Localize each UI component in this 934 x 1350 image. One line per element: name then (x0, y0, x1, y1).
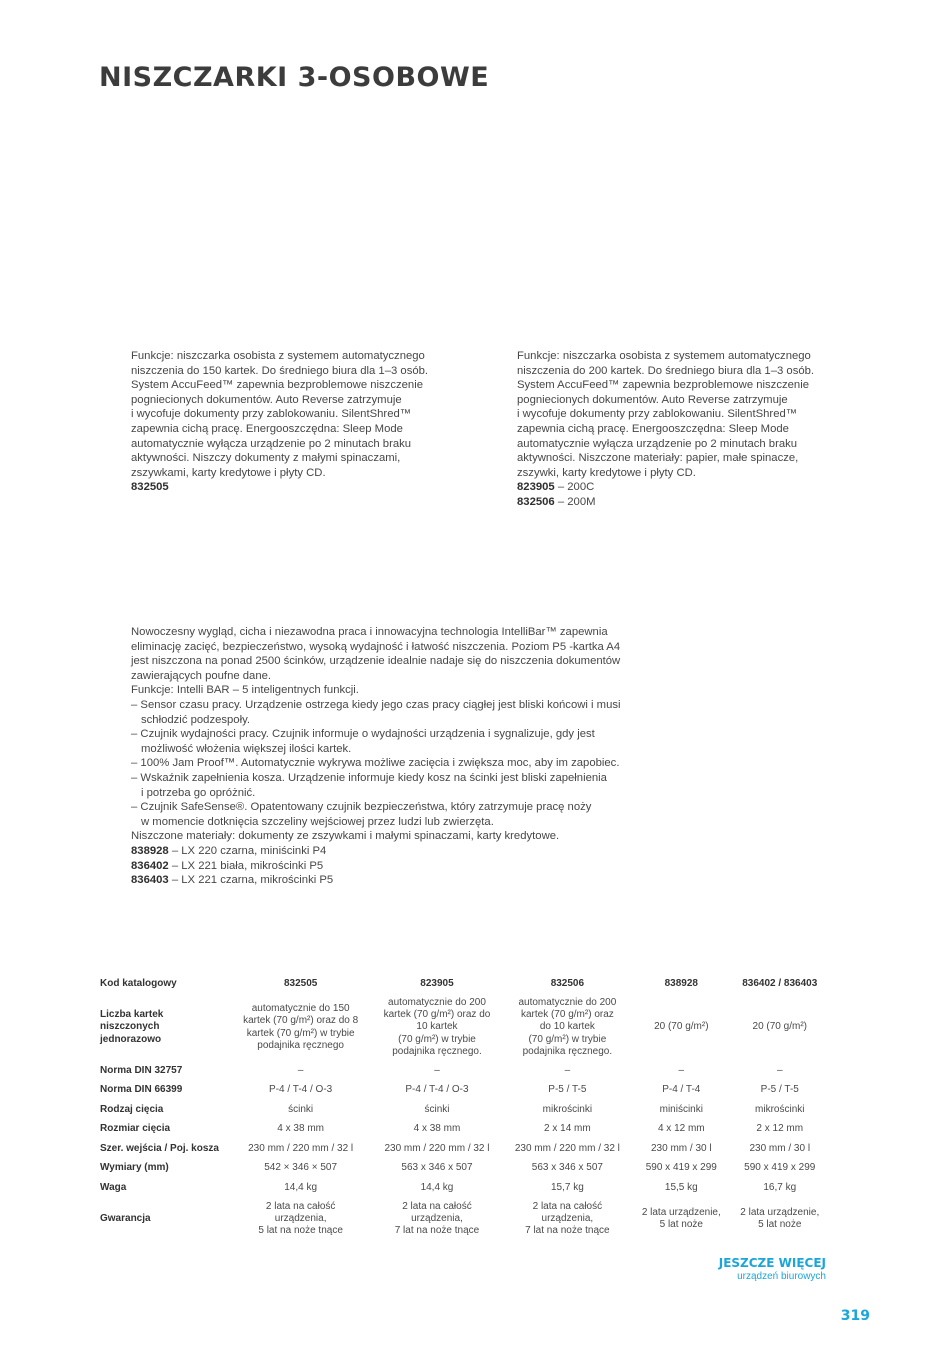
product-code-number: 836403 (131, 874, 169, 887)
desc-line: automatycznie wyłącza urządzenie po 2 minutach braku (517, 437, 798, 450)
spec-cell-line: automatycznie do 200 (518, 997, 617, 1008)
spec-cell-line: 16,7 kg (763, 1181, 797, 1193)
desc-line: pogniecionych dokumentów. Auto Reverse zatrzymuje (131, 393, 402, 406)
more-devices-link[interactable] (719, 1256, 826, 1282)
spec-cell (230, 994, 371, 1061)
spec-cell (632, 1198, 730, 1241)
spec-cell-line: kartek (70 g/m²) w trybie (246, 1027, 355, 1039)
spec-cell (371, 1159, 502, 1179)
spec-cell (632, 994, 730, 1061)
spec-row (97, 1061, 829, 1081)
spec-cell (731, 1081, 829, 1101)
spec-cell (503, 1100, 632, 1120)
spec-cell-line: 2 lata na całość (532, 1200, 603, 1212)
spec-cell (230, 1198, 371, 1241)
spec-cell-line: 10 kartek (416, 1021, 458, 1033)
spec-cell (230, 1081, 371, 1101)
spec-cell-line: 14,4 kg (284, 1181, 318, 1193)
spec-cell-line: 230 mm / 220 mm / 32 l (384, 1142, 490, 1154)
spec-label-line: Gwarancja (100, 1212, 151, 1224)
spec-cell (371, 1120, 502, 1140)
spec-row-label (97, 1061, 230, 1081)
product-code (517, 480, 837, 495)
spec-row-label (97, 1120, 230, 1140)
spec-cell (632, 1120, 730, 1140)
spec-cell (371, 1178, 502, 1198)
spec-cell (632, 1100, 730, 1120)
spec-cell-line: 4 x 38 mm (413, 1123, 461, 1135)
spec-table-body (97, 994, 829, 1240)
spec-cell-line: mikrościnki (755, 1103, 805, 1115)
spec-label-line: Norma DIN 66399 (100, 1084, 183, 1096)
product-code-desc: – 200M (554, 495, 596, 508)
desc-line: aktywności. Niszczone materiały: papier, małe spinacze, (517, 452, 799, 465)
feature-line-cont: i potrzeba go opróżnić. (141, 786, 256, 799)
product-code-number: 832505 (131, 481, 169, 494)
product-code-number: 838928 (131, 844, 169, 857)
spec-cell (731, 1198, 829, 1241)
spec-cell (503, 1061, 632, 1081)
spec-cell (503, 1178, 632, 1198)
feature-line: – Wskaźnik zapełnienia kosza. Urządzenie informuje kiedy kosz na ścinki jest bliski zapełnienia (131, 771, 607, 784)
spec-cell-line: P-5 / T-5 (760, 1084, 799, 1096)
spec-cell-line: ścinki (424, 1103, 450, 1115)
spec-row-label (97, 1159, 230, 1179)
spec-table-header (97, 974, 829, 994)
spec-cell (503, 994, 632, 1061)
spec-cell (230, 1139, 371, 1159)
spec-header-cell: 838928 (664, 977, 698, 989)
desc-line: zszywkami, karty kredytowe i płyty CD. (131, 466, 326, 479)
feature-line: – Czujnik wydajności pracy. Czujnik informuje o wydajności urządzenia i sygnalizuje, gdy jest (131, 728, 595, 741)
spec-cell-line: urządzenia, (541, 1212, 594, 1224)
product-description-lx (131, 625, 651, 888)
product-code-desc: – LX 220 czarna, miniścinki P4 (168, 844, 327, 857)
page-title: NISZCZARKI 3-OSOBOWE (99, 62, 490, 93)
more-subtitle: urządzeń biurowych (737, 1271, 826, 1282)
spec-cell (503, 1081, 632, 1101)
feature-line: – Sensor czasu pracy. Urządzenie ostrzega kiedy jego czas pracy ciągłej jest bliski końcowi i musi (131, 698, 621, 711)
spec-cell (371, 1139, 502, 1159)
more-title: JESZCZE WIĘCEJ (718, 1256, 826, 1270)
spec-cell (632, 1061, 730, 1081)
desc-line: zawierających poufne dane. (131, 669, 272, 682)
spec-cell (230, 1178, 371, 1198)
spec-cell-line: 590 x 419 x 299 (744, 1162, 816, 1174)
spec-cell-line: urządzenia, (274, 1212, 327, 1224)
spec-cell (371, 1198, 502, 1241)
product-code-number: 836402 (131, 859, 169, 872)
page-number: 319 (840, 1308, 870, 1324)
spec-row (97, 1120, 829, 1140)
spec-cell-line: (70 g/m²) w trybie (528, 1033, 607, 1045)
spec-cell (371, 1061, 502, 1081)
spec-cell (632, 1139, 730, 1159)
spec-cell-line: 5 lat na noże tnące (258, 1224, 343, 1236)
product-code (131, 873, 651, 888)
spec-cell-line: podajnika ręcznego (257, 1039, 344, 1051)
spec-cell-line: ścinki (288, 1103, 314, 1115)
spec-cell-line: 230 mm / 220 mm / 32 l (248, 1142, 354, 1154)
spec-cell-line: 15,7 kg (550, 1181, 584, 1193)
spec-label-line: Liczba kartek (100, 1009, 164, 1021)
spec-cell (731, 1061, 829, 1081)
spec-cell-line: P-5 / T-5 (548, 1084, 587, 1096)
spec-cell-line: 5 lat noże (659, 1218, 703, 1230)
spec-cell (632, 1159, 730, 1179)
spec-cell-line: – (297, 1064, 304, 1076)
feature-line-cont: możliwość włożenia większej ilości kartek. (141, 742, 352, 755)
desc-line: Funkcje: niszczarka osobista z systemem automatycznego (517, 350, 811, 362)
spec-cell (731, 1139, 829, 1159)
spec-row-label (97, 1178, 230, 1198)
spec-row (97, 1081, 829, 1101)
spec-row-label (97, 994, 230, 1061)
spec-cell-line: automatycznie do 200 (388, 997, 486, 1008)
spec-cell (230, 1061, 371, 1081)
desc-line: niszczenia do 150 kartek. Do średniego biura dla 1–3 osób. (131, 364, 429, 377)
spec-cell-line: 7 lat na noże tnące (525, 1224, 610, 1236)
spec-cell (503, 1159, 632, 1179)
desc-line: Funkcje: niszczarka osobista z systemem automatycznego (131, 350, 425, 362)
spec-cell-line: P-4 / T-4 / O-3 (269, 1084, 333, 1096)
spec-cell (503, 1139, 632, 1159)
spec-cell (371, 1081, 502, 1101)
spec-cell (731, 1178, 829, 1198)
spec-row-label (97, 1100, 230, 1120)
spec-header-cell: 832505 (283, 977, 318, 989)
desc-line: System AccuFeed™ zapewnia bezproblemowe niszczenie (517, 379, 809, 392)
spec-cell-line: 14,4 kg (420, 1181, 454, 1193)
spec-cell-line: automatycznie do 150 (251, 1003, 350, 1015)
spec-label-line: jednorazowo (100, 1033, 162, 1045)
feature-line: – Czujnik SafeSense®. Opatentowany czujnik bezpieczeństwa, który zatrzymuje pracę noży (131, 801, 592, 814)
spec-cell (731, 994, 829, 1061)
spec-row (97, 1100, 829, 1120)
spec-cell-line: 2 x 12 mm (756, 1123, 804, 1135)
spec-row (97, 994, 829, 1061)
product-code-desc: – 200C (554, 481, 595, 494)
spec-cell-line: – (678, 1064, 685, 1076)
spec-cell-line: podajnika ręcznego. (392, 1045, 482, 1057)
spec-cell-line: 2 x 14 mm (544, 1123, 591, 1135)
spec-cell-line: – (434, 1064, 440, 1076)
spec-cell (230, 1100, 371, 1120)
spec-cell (230, 1159, 371, 1179)
spec-cell-line: 20 (70 g/m²) (654, 1021, 709, 1033)
spec-cell-line: mikrościnki (542, 1103, 593, 1115)
spec-label-line: Rozmiar cięcia (100, 1123, 171, 1135)
spec-cell (632, 1178, 730, 1198)
spec-row (97, 1178, 829, 1198)
desc-line: Funkcje: Intelli BAR – 5 inteligentnych funkcji. (131, 684, 359, 697)
product-code-number: 823905 (517, 481, 555, 494)
desc-line: jest niszczona na ponad 2500 ścinków, urządzenie idealnie nadaje się do niszczenia dokumentów (131, 655, 621, 668)
spec-label-line: Waga (100, 1181, 127, 1193)
spec-cell-line: 15,5 kg (664, 1181, 698, 1193)
spec-cell (371, 994, 502, 1061)
spec-cell-line: podajnika ręcznego. (522, 1045, 613, 1057)
spec-cell-line: – (776, 1064, 783, 1076)
desc-line: niszczenia do 200 kartek. Do średniego biura dla 1–3 osób. (517, 364, 815, 377)
desc-line: pogniecionych dokumentów. Auto Reverse zatrzymuje (517, 393, 788, 406)
desc-line: Nowoczesny wygląd, cicha i niezawodna praca i innowacyjna technologia IntelliBar™ zapewnia (131, 626, 608, 638)
spec-row-label (97, 1198, 230, 1241)
desc-line: i wycofuje dokumenty przy zablokowaniu. SilentShred™ (517, 408, 798, 421)
desc-line: aktywności. Niszczy dokumenty z małymi spinaczami, (131, 452, 401, 465)
spec-label-line: niszczonych (100, 1021, 160, 1033)
spec-cell (503, 1198, 632, 1241)
spec-cell-line: urządzenia, (411, 1212, 463, 1224)
desc-line: automatycznie wyłącza urządzenie po 2 minutach braku (131, 437, 412, 450)
spec-cell-line: 230 mm / 30 l (651, 1142, 712, 1154)
spec-header-cell: 836402 / 836403 (742, 977, 818, 989)
product-code (131, 480, 451, 495)
spec-cell-line: kartek (70 g/m²) oraz do 8 (243, 1015, 359, 1027)
spec-cell-line: do 10 kartek (539, 1021, 595, 1033)
spec-row-label (97, 1081, 230, 1101)
spec-cell-line: 2 lata na całość (402, 1200, 472, 1212)
spec-cell-line: P-4 / T-4 / O-3 (405, 1084, 469, 1096)
spec-cell-line: 542 × 346 × 507 (264, 1162, 338, 1174)
spec-cell-line: 7 lat na noże tnące (394, 1224, 480, 1236)
spec-cell-line: 2 lata urządzenie, (641, 1206, 721, 1218)
desc-line: i wycofuje dokumenty przy zablokowaniu. SilentShred™ (131, 408, 412, 421)
spec-cell-line: miniścinki (659, 1103, 703, 1115)
desc-line: zapewnia cichą pracę. Energooszczędna: Sleep Mode (517, 422, 789, 435)
spec-cell (503, 1120, 632, 1140)
product-code (131, 859, 651, 874)
desc-line: zszywki, karty kredytowe i płyty CD. (517, 466, 696, 479)
spec-cell-line: 4 x 12 mm (657, 1123, 705, 1135)
spec-row (97, 1139, 829, 1159)
spec-label-line: Rodzaj cięcia (100, 1103, 164, 1115)
spec-cell-line: 2 lata na całość (265, 1200, 336, 1212)
spec-row-label (97, 1139, 230, 1159)
materials-line: Niszczone materiały: dokumenty ze zszywkami i małymi spinaczami, karty kredytowe. (131, 830, 560, 843)
desc-line: zapewnia cichą pracę. Energooszczędna: Sleep Mode (131, 422, 403, 435)
spec-row (97, 1159, 829, 1179)
spec-cell (632, 1081, 730, 1101)
spec-cell (371, 1100, 502, 1120)
spec-cell (731, 1120, 829, 1140)
spec-cell-line: kartek (70 g/m²) oraz do (383, 1009, 491, 1021)
spec-table (97, 974, 829, 1240)
spec-row (97, 1198, 829, 1241)
desc-line: System AccuFeed™ zapewnia bezproblemowe niszczenie (131, 379, 423, 392)
spec-cell-line: 5 lat noże (758, 1218, 802, 1230)
spec-label-line: Szer. wejścia / Poj. kosza (100, 1142, 219, 1154)
spec-cell (230, 1120, 371, 1140)
spec-cell-line: 563 x 346 x 507 (531, 1162, 603, 1174)
spec-cell-line: 4 x 38 mm (277, 1123, 324, 1135)
spec-cell-line: 2 lata urządzenie, (740, 1206, 820, 1218)
spec-cell-line: P-4 / T-4 (662, 1084, 701, 1096)
product-code (517, 495, 837, 510)
product-code-number: 832506 (517, 495, 555, 508)
product-description-823905 (517, 349, 837, 510)
spec-cell (731, 1100, 829, 1120)
spec-header-cell: 832506 (550, 977, 585, 989)
desc-line: eliminację zacięć, bezpieczeństwo, wysoką wydajność i łatwość niszczenia. Poziom P5 -kartka A4 (131, 640, 621, 653)
spec-cell-line: 590 x 419 x 299 (645, 1162, 717, 1174)
spec-cell-line: kartek (70 g/m²) oraz (520, 1009, 614, 1021)
product-code-desc: – LX 221 biała, mikrościnki P5 (168, 859, 324, 872)
spec-label-line: Norma DIN 32757 (100, 1064, 183, 1076)
spec-cell-line: – (564, 1064, 571, 1076)
spec-cell-line: 20 (70 g/m²) (752, 1021, 807, 1033)
feature-line-cont: w momencie dotknięcia szczeliny wejściowej przez ludzi lub zwierzęta. (141, 815, 494, 828)
spec-cell (731, 1159, 829, 1179)
spec-label-line: Wymiary (mm) (100, 1162, 169, 1174)
product-code (131, 844, 651, 859)
product-code-desc: – LX 221 czarna, mikrościnki P5 (168, 874, 334, 887)
feature-line: – 100% Jam Proof™. Automatycznie wykrywa możliwe zacięcia i zwiększa moc, aby im zapobiec. (131, 757, 620, 770)
spec-cell-line: (70 g/m²) w trybie (398, 1033, 476, 1045)
spec-header-label: Kod katalogowy (100, 977, 177, 989)
spec-header-cell: 823905 (420, 977, 454, 989)
feature-line-cont: schłodzić podzespoły. (141, 713, 251, 726)
spec-cell-line: 230 mm / 30 l (749, 1142, 811, 1154)
spec-cell-line: 230 mm / 220 mm / 32 l (514, 1142, 620, 1154)
spec-cell-line: 563 x 346 x 507 (401, 1162, 473, 1174)
product-description-832505 (131, 349, 451, 495)
